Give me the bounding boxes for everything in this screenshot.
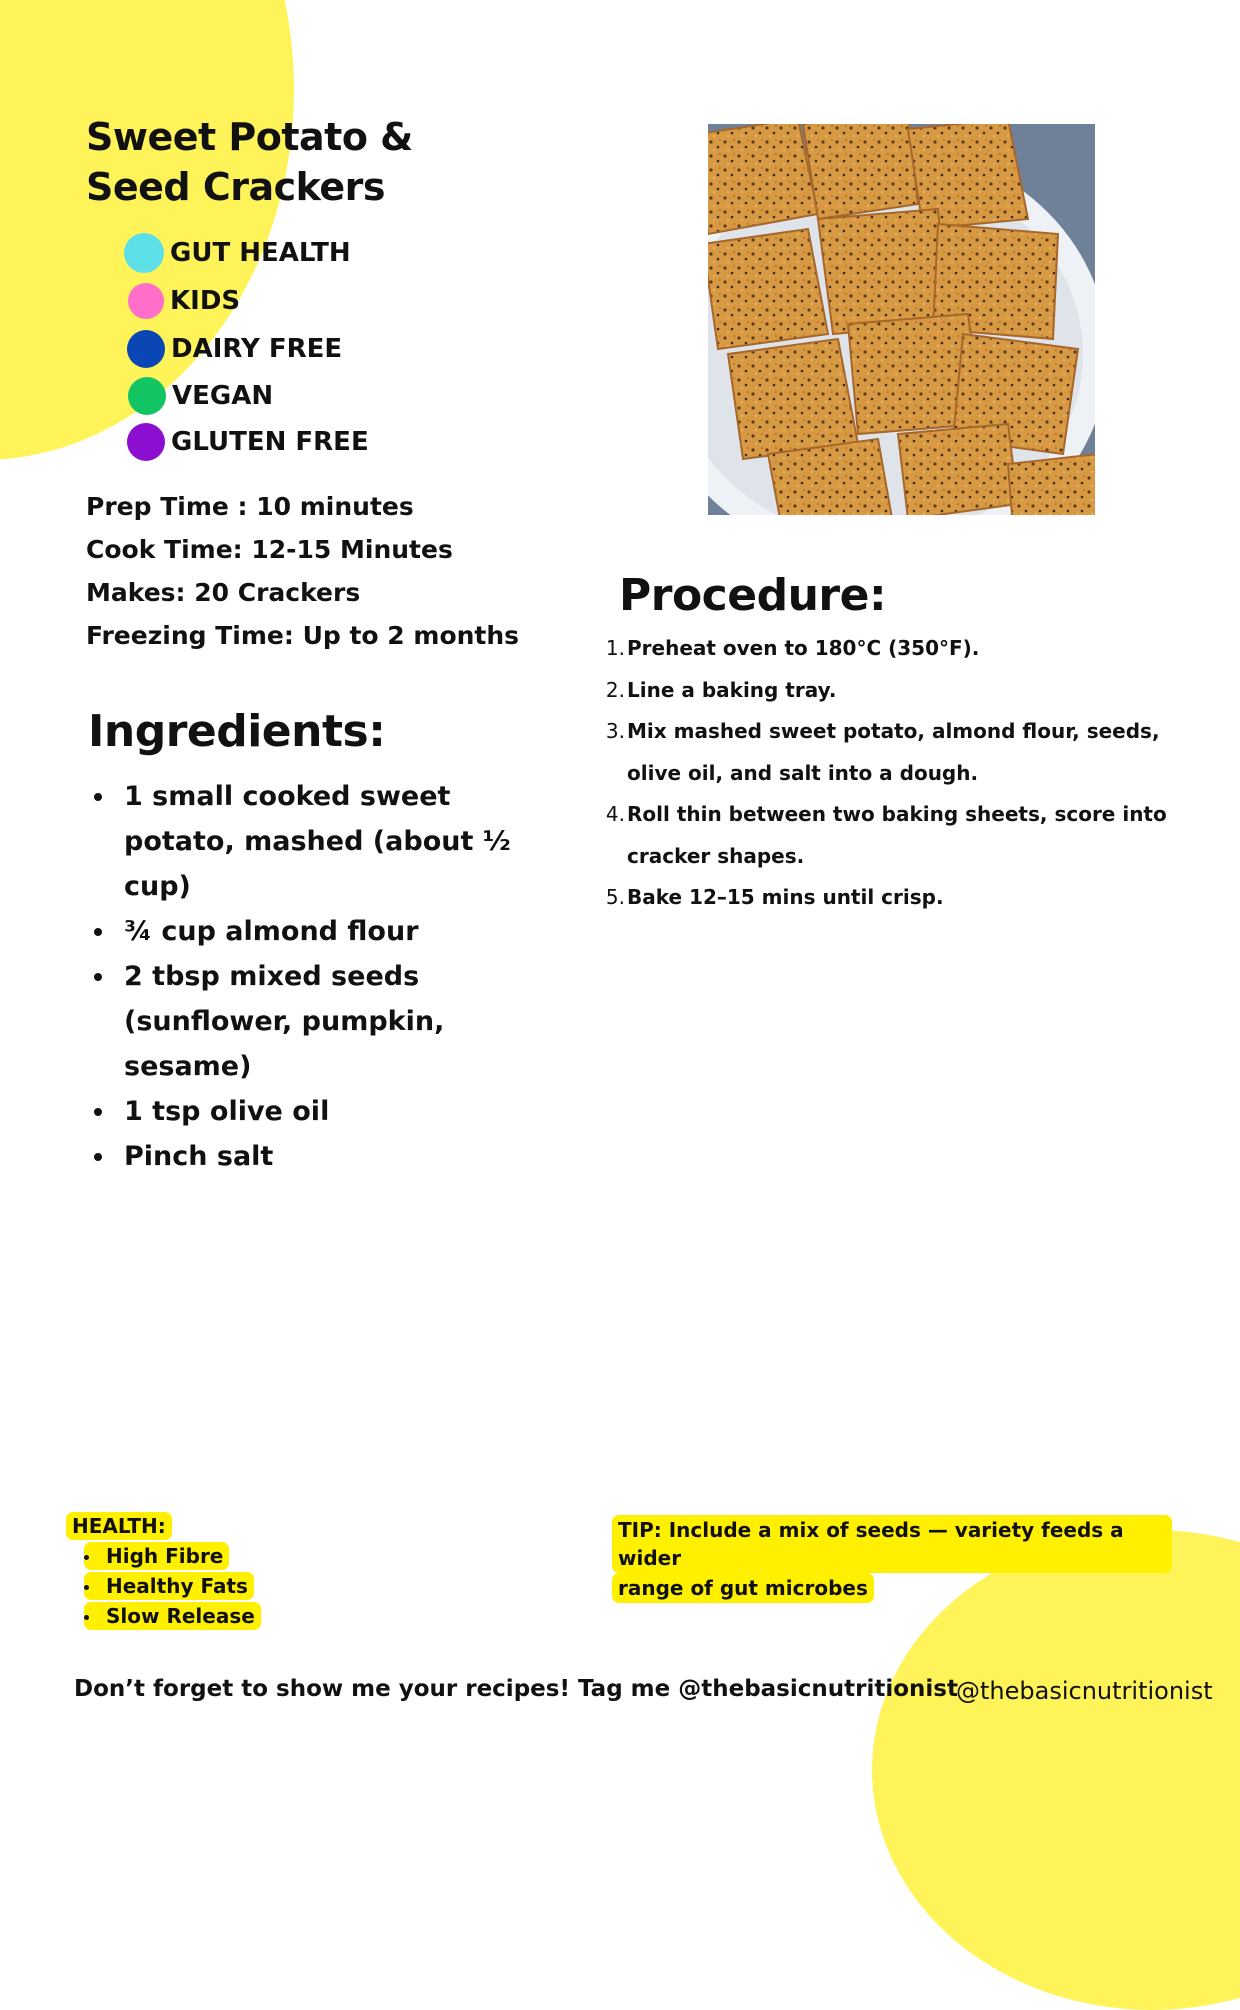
procedure-heading: Procedure: — [619, 570, 887, 621]
crackers-photo — [708, 124, 1095, 515]
tip-line-1: TIP: Include a mix of seeds — variety feeds a wider — [612, 1515, 1172, 1573]
step-text: Preheat oven to 180°C (350°F). — [627, 636, 980, 660]
health-benefit — [84, 1602, 261, 1630]
step-number: 1. — [605, 636, 625, 660]
makes-count: Makes: 20 Crackers — [86, 578, 361, 607]
recipe-meta — [86, 485, 519, 657]
tip-box — [612, 1515, 1172, 1603]
tag-gut-health — [124, 230, 369, 276]
tag-label: GLUTEN FREE — [171, 427, 369, 457]
step-number: 5. — [605, 885, 625, 909]
tag-label: DAIRY FREE — [171, 334, 343, 364]
tag-label: KIDS — [170, 285, 241, 316]
health-benefit — [84, 1542, 261, 1570]
ingredient-item: 1 tsp olive oil — [92, 1089, 512, 1134]
vegan-dot-icon — [128, 377, 166, 415]
health-benefits-list — [84, 1542, 261, 1630]
ingredients-list — [92, 774, 512, 1179]
step-text: Roll thin between two baking sheets, score into cracker shapes. — [627, 802, 1167, 868]
cook-time: Cook Time: 12-15 Minutes — [86, 535, 453, 564]
step-number: 2. — [605, 677, 625, 702]
ingredient-item: 2 tbsp mixed seeds (sunflower, pumpkin, sesame) — [92, 954, 512, 1089]
health-benefit — [84, 1572, 261, 1600]
step-number: 3. — [605, 719, 625, 743]
procedure-step — [600, 628, 1200, 670]
step-text: Bake 12–15 mins until crisp. — [627, 885, 944, 909]
footer-cta: Don’t forget to show me your recipes! Tag me @thebasicnutritionist — [74, 1676, 958, 1702]
health-box — [66, 1512, 261, 1632]
prep-time: Prep Time : 10 minutes — [86, 492, 414, 521]
social-handle: @thebasicnutritionist — [956, 1677, 1213, 1705]
step-text: Line a baking tray. — [627, 677, 837, 702]
tag-label: VEGAN — [172, 381, 274, 411]
ingredients-heading: Ingredients: — [88, 706, 386, 757]
tip-line-2: range of gut microbes — [612, 1573, 874, 1603]
diet-tags — [124, 230, 369, 465]
freezing-time: Freezing Time: Up to 2 months — [86, 621, 520, 650]
gut-health-dot-icon — [124, 233, 164, 273]
dairy-free-dot-icon — [127, 330, 165, 368]
health-benefit-label: Slow Release — [84, 1602, 261, 1630]
procedure-steps — [600, 628, 1200, 919]
health-benefit-label: Healthy Fats — [84, 1572, 254, 1600]
health-heading: HEALTH: — [66, 1512, 172, 1540]
health-benefit-label: High Fibre — [84, 1542, 229, 1570]
tag-kids — [124, 276, 369, 325]
recipe-title: Sweet Potato & Seed Crackers — [86, 115, 413, 209]
ingredient-item: Pinch salt — [92, 1134, 512, 1179]
procedure-step — [600, 877, 1200, 919]
ingredient-item: ¾ cup almond flour — [92, 909, 512, 954]
kids-dot-icon — [128, 283, 164, 319]
tag-gluten-free — [124, 419, 369, 465]
tag-vegan — [124, 373, 369, 419]
tag-dairy-free — [124, 325, 369, 373]
procedure-step — [600, 711, 1200, 794]
tag-label: GUT HEALTH — [170, 238, 351, 268]
procedure-step — [600, 794, 1200, 877]
step-text: Mix mashed sweet potato, almond flour, seeds, olive oil, and salt into a dough. — [627, 719, 1160, 785]
gluten-free-dot-icon — [127, 423, 165, 461]
procedure-step — [600, 670, 1200, 712]
ingredient-item: 1 small cooked sweet potato, mashed (about ½ cup) — [92, 774, 512, 909]
step-number: 4. — [605, 802, 625, 826]
